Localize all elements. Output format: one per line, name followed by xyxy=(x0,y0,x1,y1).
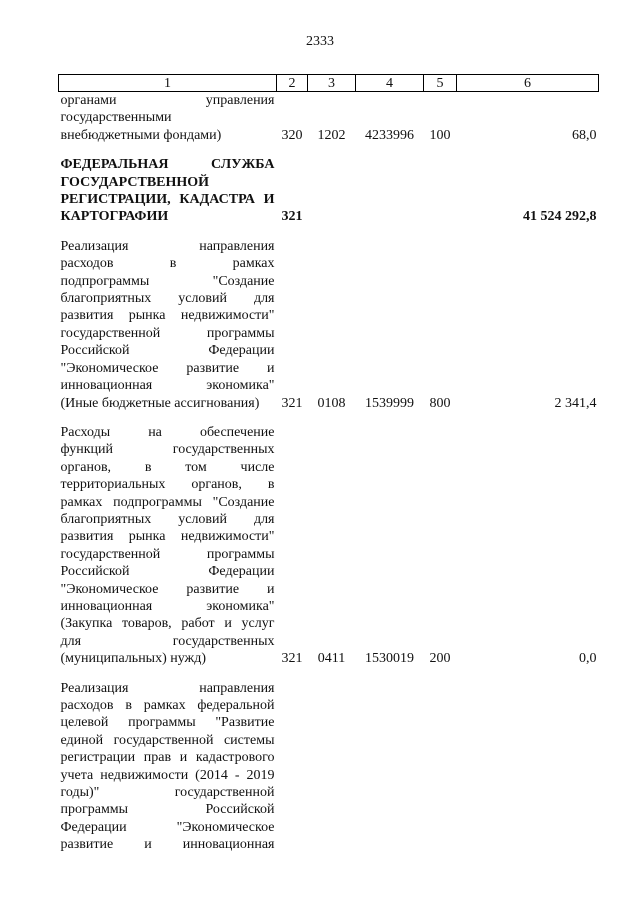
header-row xyxy=(59,75,599,92)
description-line: для государственных xyxy=(60,633,275,649)
target-code: 1539999 xyxy=(365,395,414,411)
description-line: РЕГИСТРАЦИИ, КАДАСТРА И xyxy=(60,192,275,208)
description-line: инновационная экономика" xyxy=(60,378,275,394)
description-line: государственной программы xyxy=(60,546,275,562)
row-description xyxy=(59,680,277,854)
section-code: 0411 xyxy=(317,651,346,667)
row-spacer xyxy=(59,412,599,424)
description-line: благоприятных условий для xyxy=(60,511,275,527)
expense-type-code: 200 xyxy=(429,651,451,667)
table-row xyxy=(59,156,599,226)
description-line: органов, в том числе xyxy=(60,459,275,475)
description-line: Расходы на обеспечение xyxy=(60,424,275,440)
description-line: государственными xyxy=(60,110,172,126)
expense-type-code: 800 xyxy=(429,395,451,411)
table-row xyxy=(59,92,599,145)
page-number: 2333 xyxy=(306,34,334,49)
table-row xyxy=(59,424,599,668)
header-col-5: 5 xyxy=(424,75,457,92)
description-line: государственной программы xyxy=(60,325,275,341)
target-code: 1530019 xyxy=(365,651,414,667)
description-line: инновационная экономика" xyxy=(60,598,275,614)
header-col-3: 3 xyxy=(308,75,356,92)
description-line: расходов в рамках xyxy=(60,256,275,272)
header-col-1: 1 xyxy=(59,75,277,92)
description-line: территориальных органов, в xyxy=(60,477,275,493)
description-line: годы)" государственной xyxy=(60,785,275,801)
section-code xyxy=(308,680,356,854)
amount: 2 341,4 xyxy=(554,395,597,411)
description-line: единой государственной системы xyxy=(60,732,275,748)
header-col-4: 4 xyxy=(356,75,424,92)
description-line: программы Российской xyxy=(60,802,275,818)
description-line: Реализация направления xyxy=(60,238,275,254)
description-line: Федерации "Экономическое xyxy=(60,819,275,835)
description-line: (муниципальных) нужд) xyxy=(60,651,207,667)
description-line: расходов в рамках федеральной xyxy=(60,698,275,713)
table-row xyxy=(59,680,599,854)
target-code xyxy=(356,680,424,854)
section-code xyxy=(308,156,356,226)
description-line: рамках подпрограммы "Создание xyxy=(60,494,275,510)
section-code: 1202 xyxy=(317,127,346,143)
row-spacer xyxy=(59,226,599,238)
description-line: целевой программы "Развитие xyxy=(60,715,275,731)
description-line: органами управления xyxy=(60,93,275,108)
header-col-2: 2 xyxy=(277,75,308,92)
description-line: благоприятных условий для xyxy=(60,291,275,307)
amount: 0,0 xyxy=(579,651,597,667)
admin-code: 321 xyxy=(281,395,303,411)
amount xyxy=(457,680,599,854)
target-code xyxy=(356,156,424,226)
description-line: внебюджетными фондами) xyxy=(60,127,222,143)
row-description xyxy=(59,156,277,226)
table-row xyxy=(59,238,599,412)
expense-type-code: 100 xyxy=(429,127,451,143)
description-line: (Закупка товаров, работ и услуг xyxy=(60,616,275,632)
description-line: развития рынка недвижимости" xyxy=(60,529,275,545)
description-line: Российской Федерации xyxy=(60,564,275,580)
description-line: "Экономическое развитие и xyxy=(60,360,275,376)
description-line: (Иные бюджетные ассигнования) xyxy=(60,395,260,411)
target-code: 4233996 xyxy=(365,127,414,143)
description-line: развития рынка недвижимости" xyxy=(60,308,275,324)
description-line: Реализация направления xyxy=(60,680,275,696)
table-body xyxy=(59,92,599,854)
row-spacer xyxy=(59,144,599,156)
admin-code: 321 xyxy=(281,651,303,667)
amount: 41 524 292,8 xyxy=(523,209,597,225)
admin-code: 320 xyxy=(281,127,303,143)
description-line: подпрограммы "Создание xyxy=(60,273,275,289)
description-line: Российской Федерации xyxy=(60,343,275,359)
expense-type-code xyxy=(424,680,457,854)
description-line: КАРТОГРАФИИ xyxy=(60,209,169,225)
expense-type-code xyxy=(424,156,457,226)
description-line: "Экономическое развитие и xyxy=(60,581,275,597)
header-col-6: 6 xyxy=(457,75,599,92)
amount: 68,0 xyxy=(572,127,597,143)
row-description xyxy=(59,424,277,668)
row-spacer xyxy=(59,668,599,680)
description-line: регистрации прав и кадастрового xyxy=(60,750,275,766)
description-line: ФЕДЕРАЛЬНАЯ СЛУЖБА xyxy=(60,157,275,173)
row-description xyxy=(59,92,277,145)
description-line: функций государственных xyxy=(60,442,275,458)
admin-code: 321 xyxy=(281,209,303,225)
description-line: ГОСУДАРСТВЕННОЙ xyxy=(60,174,210,190)
section-code: 0108 xyxy=(317,395,346,411)
description-line: развитие и инновационная xyxy=(60,837,275,853)
budget-table xyxy=(58,74,599,854)
description-line: учета недвижимости (2014 - 2019 xyxy=(60,767,275,783)
row-description xyxy=(59,238,277,412)
admin-code xyxy=(277,680,308,854)
